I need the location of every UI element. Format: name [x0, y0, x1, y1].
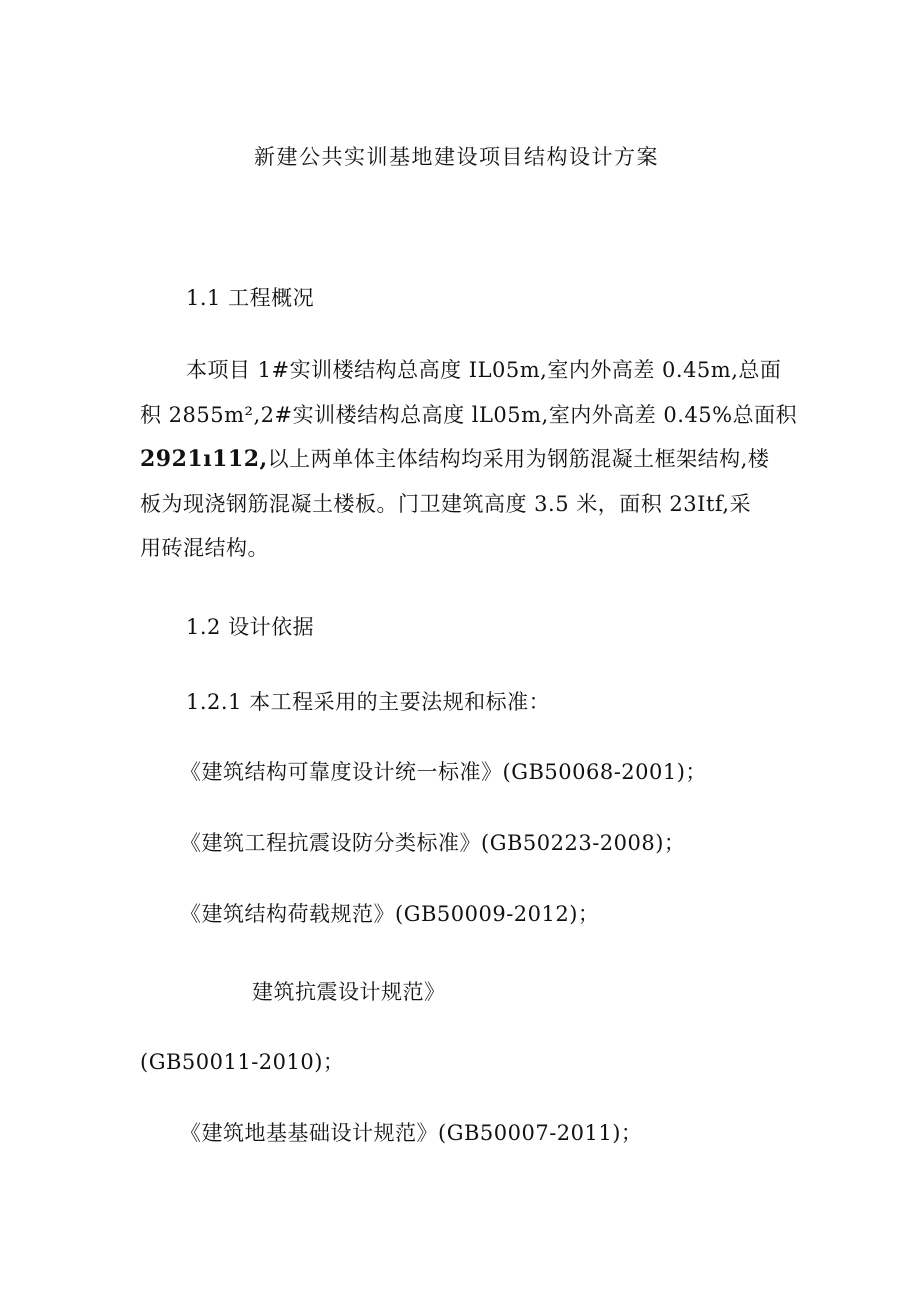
standard-item: 《建筑结构荷载规范》(GB50009-2012)； [180, 902, 600, 926]
standard-item: 《建筑结构可靠度设计统一标准》(GB50068-2001)； [180, 760, 707, 784]
standard-item-code: (GB50011-2010)； [140, 1050, 345, 1074]
standard-item: 《建筑地基基础设计规范》(GB50007-2011)； [180, 1121, 643, 1145]
paragraph-line-4: 板为现浇钢筋混凝土楼板。门卫建筑高度 3.5 米，面积 23Itf,采 [140, 491, 752, 516]
sub-heading-1-2-1: 1.2.1 本工程采用的主要法规和标准： [186, 690, 551, 714]
area-value-bold: 2921ı112, [140, 446, 268, 472]
standard-item: 《建筑工程抗震设防分类标准》(GB50223-2008)； [180, 831, 686, 855]
paragraph-line-3 [140, 437, 800, 482]
paragraph-line-1: 本项目 1#实训楼结构总高度 IL05m,室内外高差 0.45m,总面 [186, 358, 782, 382]
paragraph-line-5: 用砖混结构。 [140, 536, 269, 560]
standard-item: 建筑抗震设计规范》 [252, 980, 446, 1004]
document-title: 新建公共实训基地建设项目结构设计方案 [254, 145, 659, 169]
paragraph-line-3-text: 以上两单体主体结构均采用为钢筋混凝土框架结构,楼 [267, 447, 770, 471]
section-heading-1-2: 1.2 设计依据 [186, 615, 315, 639]
project-overview-paragraph [140, 348, 800, 571]
section-heading-1-1: 1.1 工程概况 [186, 286, 315, 310]
paragraph-line-2: 积 2855m²,2#实训楼结构总高度 lL05m,室内外高差 0.45%总面积 [140, 402, 798, 427]
